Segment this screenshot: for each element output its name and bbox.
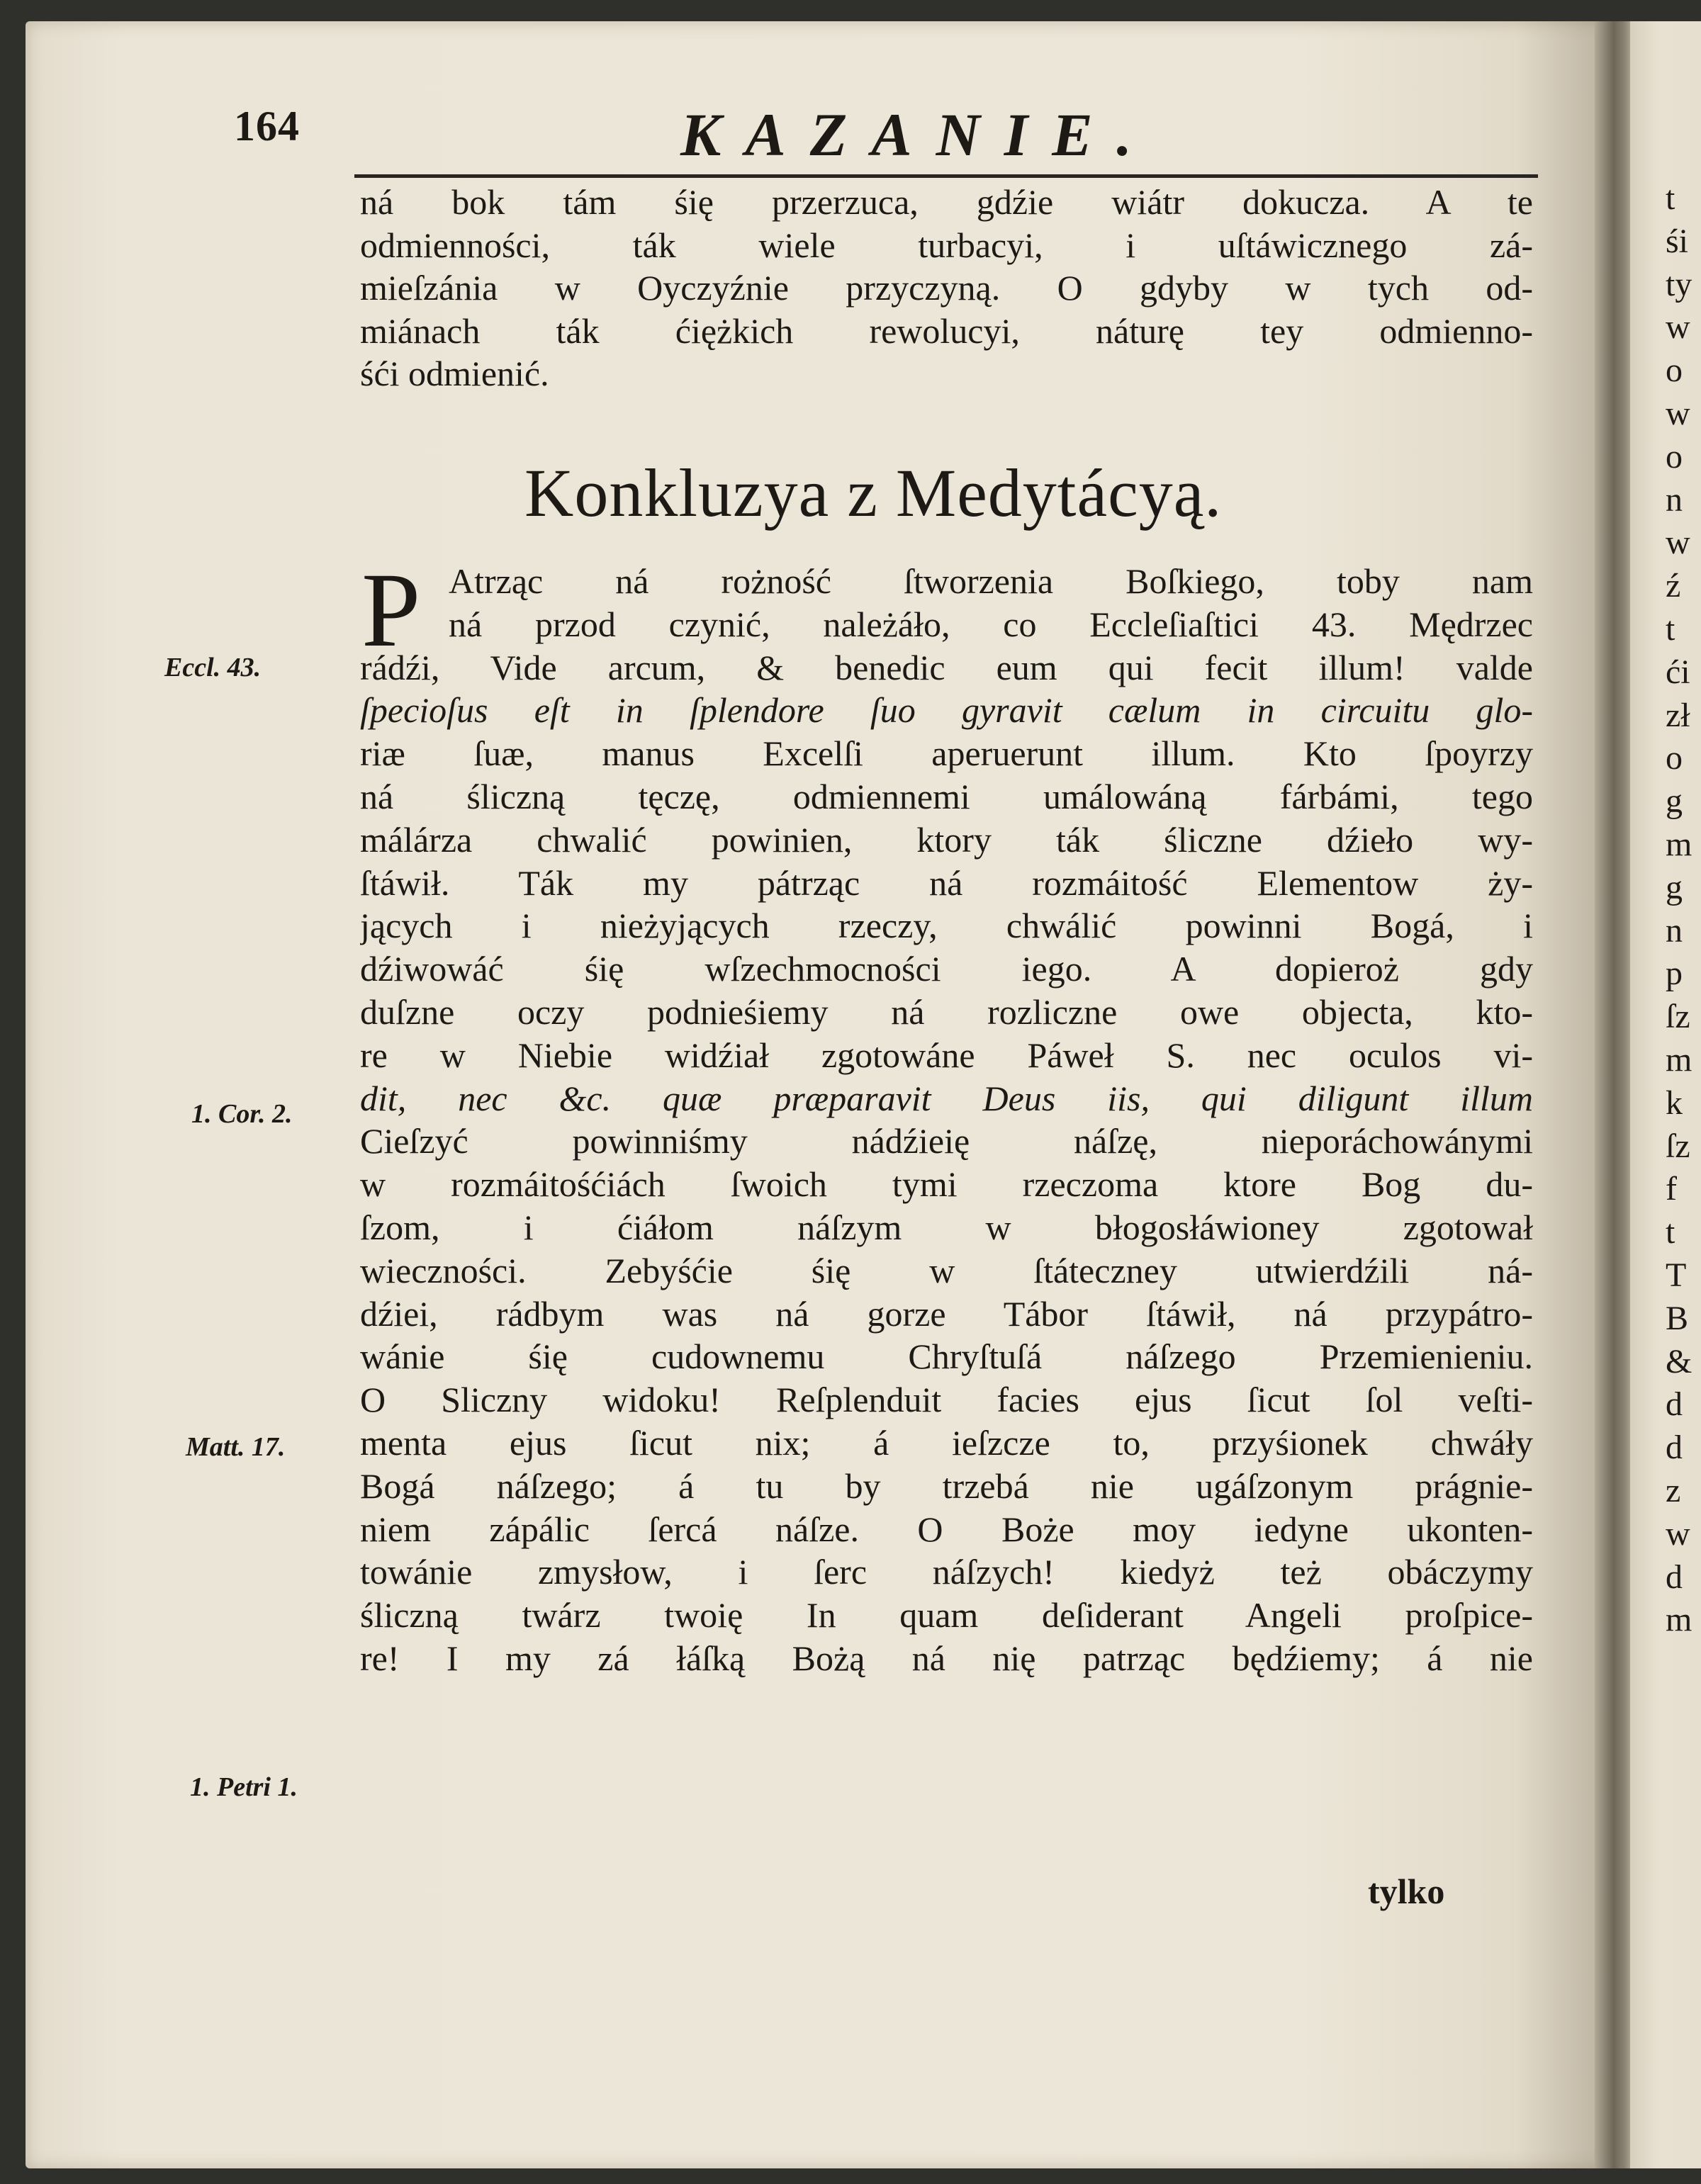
text-line: riæ ſuæ, manus Excelſi aperuerunt illum. Kto ſpoyrzy — [360, 733, 1533, 774]
facing-page-line-fragment: ći — [1666, 653, 1690, 691]
text-line: w rozmáitośćiách ſwoich tymi rzeczoma ktore Bog du- — [360, 1164, 1533, 1205]
text-line: miánach ták ćiężkich rewolucyi, náturę tey odmienno- — [360, 310, 1533, 351]
text-line: dźiwowáć śię wſzechmocności iego. A dopieroż gdy — [360, 949, 1533, 989]
facing-page-line-fragment: d — [1666, 1385, 1683, 1424]
text-line: dit, nec &c. quæ præparavit Deus iis, qui diligunt illum — [360, 1078, 1533, 1118]
header-rule — [354, 174, 1538, 178]
text-line: re w Niebie widźiał zgotowáne Páweł S. nec oculos vi- — [360, 1035, 1533, 1075]
text-line: wánie śię cudownemu Chryſtuſá náſzego Przemienieniu. — [360, 1336, 1533, 1377]
facing-page-line-fragment: B — [1666, 1299, 1689, 1337]
facing-page-line-fragment: m — [1666, 1601, 1692, 1639]
text-line: ſtáwił. Ták my pátrząc ná rozmáitość Elementow ży- — [360, 862, 1533, 903]
text-line: mieſzánia w Oyczyźnie przyczyną. O gdyby w tych od- — [360, 268, 1533, 308]
facing-page-line-fragment: o — [1666, 437, 1683, 475]
facing-page-line-fragment: zł — [1666, 696, 1690, 734]
margin-note-eccl: Eccl. 43. — [164, 653, 262, 682]
margin-note-petri: 1. Petri 1. — [190, 1772, 298, 1802]
facing-page-line-fragment: o — [1666, 739, 1683, 777]
drop-cap: P — [361, 551, 421, 669]
running-title: KAZANIE. — [680, 101, 1157, 169]
text-line: towánie zmysłow, i ſerc náſzych! kiedyż też obáczymy — [360, 1552, 1533, 1592]
facing-page-line-fragment: m — [1666, 1040, 1692, 1079]
facing-page-line-fragment: n — [1666, 480, 1683, 519]
facing-page-line-fragment: w — [1666, 308, 1690, 347]
margin-note-matt: Matt. 17. — [186, 1432, 286, 1462]
text-line: rádźi, Vide arcum, & benedic eum qui fecit illum! valde — [360, 647, 1533, 687]
facing-page-line-fragment: ſz — [1666, 1127, 1690, 1165]
facing-page-line-fragment: T — [1666, 1256, 1687, 1294]
text-line: śći odmienić. — [360, 354, 549, 393]
text-line: ná śliczną tęczę, odmiennemi umálowáną fárbámi, tego — [360, 776, 1533, 816]
facing-page-line-fragment: w — [1666, 394, 1690, 432]
facing-page-line-fragment: d — [1666, 1558, 1683, 1596]
page-number: 164 — [234, 103, 300, 150]
facing-page-line-fragment: t — [1666, 1213, 1675, 1251]
facing-page-line-fragment: k — [1666, 1083, 1683, 1122]
text-line: Atrząc ná rożność ſtworzenia Boſkiego, toby nam — [449, 561, 1533, 601]
facing-page-fragments — [1666, 177, 1701, 1642]
facing-page-line-fragment: w — [1666, 1514, 1690, 1553]
facing-page-line-fragment: w — [1666, 524, 1690, 562]
facing-page-line-fragment: f — [1666, 1170, 1677, 1208]
text-line: duſzne oczy podnieśiemy ná rozliczne owe objecta, kto- — [360, 991, 1533, 1032]
facing-page-line-fragment: g — [1666, 782, 1683, 821]
text-line: re! I my zá łáſką Bożą ná nię patrząc będźiemy; á nie — [360, 1638, 1533, 1678]
facing-page-line-fragment: z — [1666, 1471, 1681, 1509]
facing-page-line-fragment: n — [1666, 911, 1683, 950]
facing-page-line-fragment: & — [1666, 1342, 1692, 1380]
facing-page-line-fragment: ty — [1666, 265, 1692, 303]
facing-page-line-fragment: śi — [1666, 222, 1689, 260]
facing-page-line-fragment: ſz — [1666, 998, 1690, 1036]
catchword: tylko — [1368, 1871, 1445, 1911]
facing-page-line-fragment: ź — [1666, 567, 1681, 605]
text-line: ná przod czynić, należáło, co Eccleſiaſtici 43. Mędrzec — [449, 604, 1533, 644]
section-heading: Konkluzya z Medytácyą. — [524, 455, 1223, 531]
facing-page-line-fragment: t — [1666, 609, 1675, 648]
text-line: ſpecioſus eſt in ſplendore ſuo gyravit cælum in circuitu glo- — [360, 690, 1533, 731]
facing-page-line-fragment: t — [1666, 179, 1675, 217]
text-line: wieczności. Zebyśćie śię w ſtáteczney utwierdźili ná- — [360, 1250, 1533, 1290]
text-line: ná bok tám śię przerzuca, gdźie wiátr dokucza. A te — [360, 182, 1533, 222]
text-line: odmienności, ták wiele turbacyi, i uſtáwicznego zá- — [360, 225, 1533, 265]
top-paragraph — [360, 181, 1533, 395]
text-line: málárza chwalić powinien, ktory ták śliczne dźieło wy- — [360, 819, 1533, 860]
facing-page-line-fragment: g — [1666, 868, 1683, 906]
facing-page-line-fragment: m — [1666, 825, 1692, 863]
text-line: niem zápálic ſercá náſze. O Boże moy iedyne ukonten- — [360, 1509, 1533, 1549]
text-line: Bogá náſzego; á tu by trzebá nie ugáſzonym prágnie- — [360, 1465, 1533, 1506]
text-line: jących i nieżyjących rzeczy, chwálić powinni Bogá, i — [360, 906, 1533, 946]
text-line: O Sliczny widoku! Reſplenduit facies ejus ſicut ſol veſti- — [360, 1380, 1533, 1420]
text-line: Cieſzyć powinniśmy nádźieię náſzę, nieporáchowánymi — [360, 1121, 1533, 1161]
facing-page-line-fragment: d — [1666, 1429, 1683, 1467]
facing-page-line-fragment: o — [1666, 351, 1683, 390]
text-line: ſzom, i ćiáłom náſzym w błogosłáwioney zgotował — [360, 1207, 1533, 1247]
margin-note-cor: 1. Cor. 2. — [191, 1099, 293, 1129]
facing-page-line-fragment: p — [1666, 955, 1683, 993]
running-head — [234, 99, 1538, 170]
main-paragraph — [360, 560, 1533, 1680]
text-line: dźiei, rádbym was ná gorze Tábor ſtáwił, ná przypátro- — [360, 1293, 1533, 1334]
text-line: menta ejus ſicut nix; á ieſzcze to, przyśionek chwáły — [360, 1422, 1533, 1463]
text-line: śliczną twárz twoię In quam deſiderant Angeli proſpice- — [360, 1595, 1533, 1636]
